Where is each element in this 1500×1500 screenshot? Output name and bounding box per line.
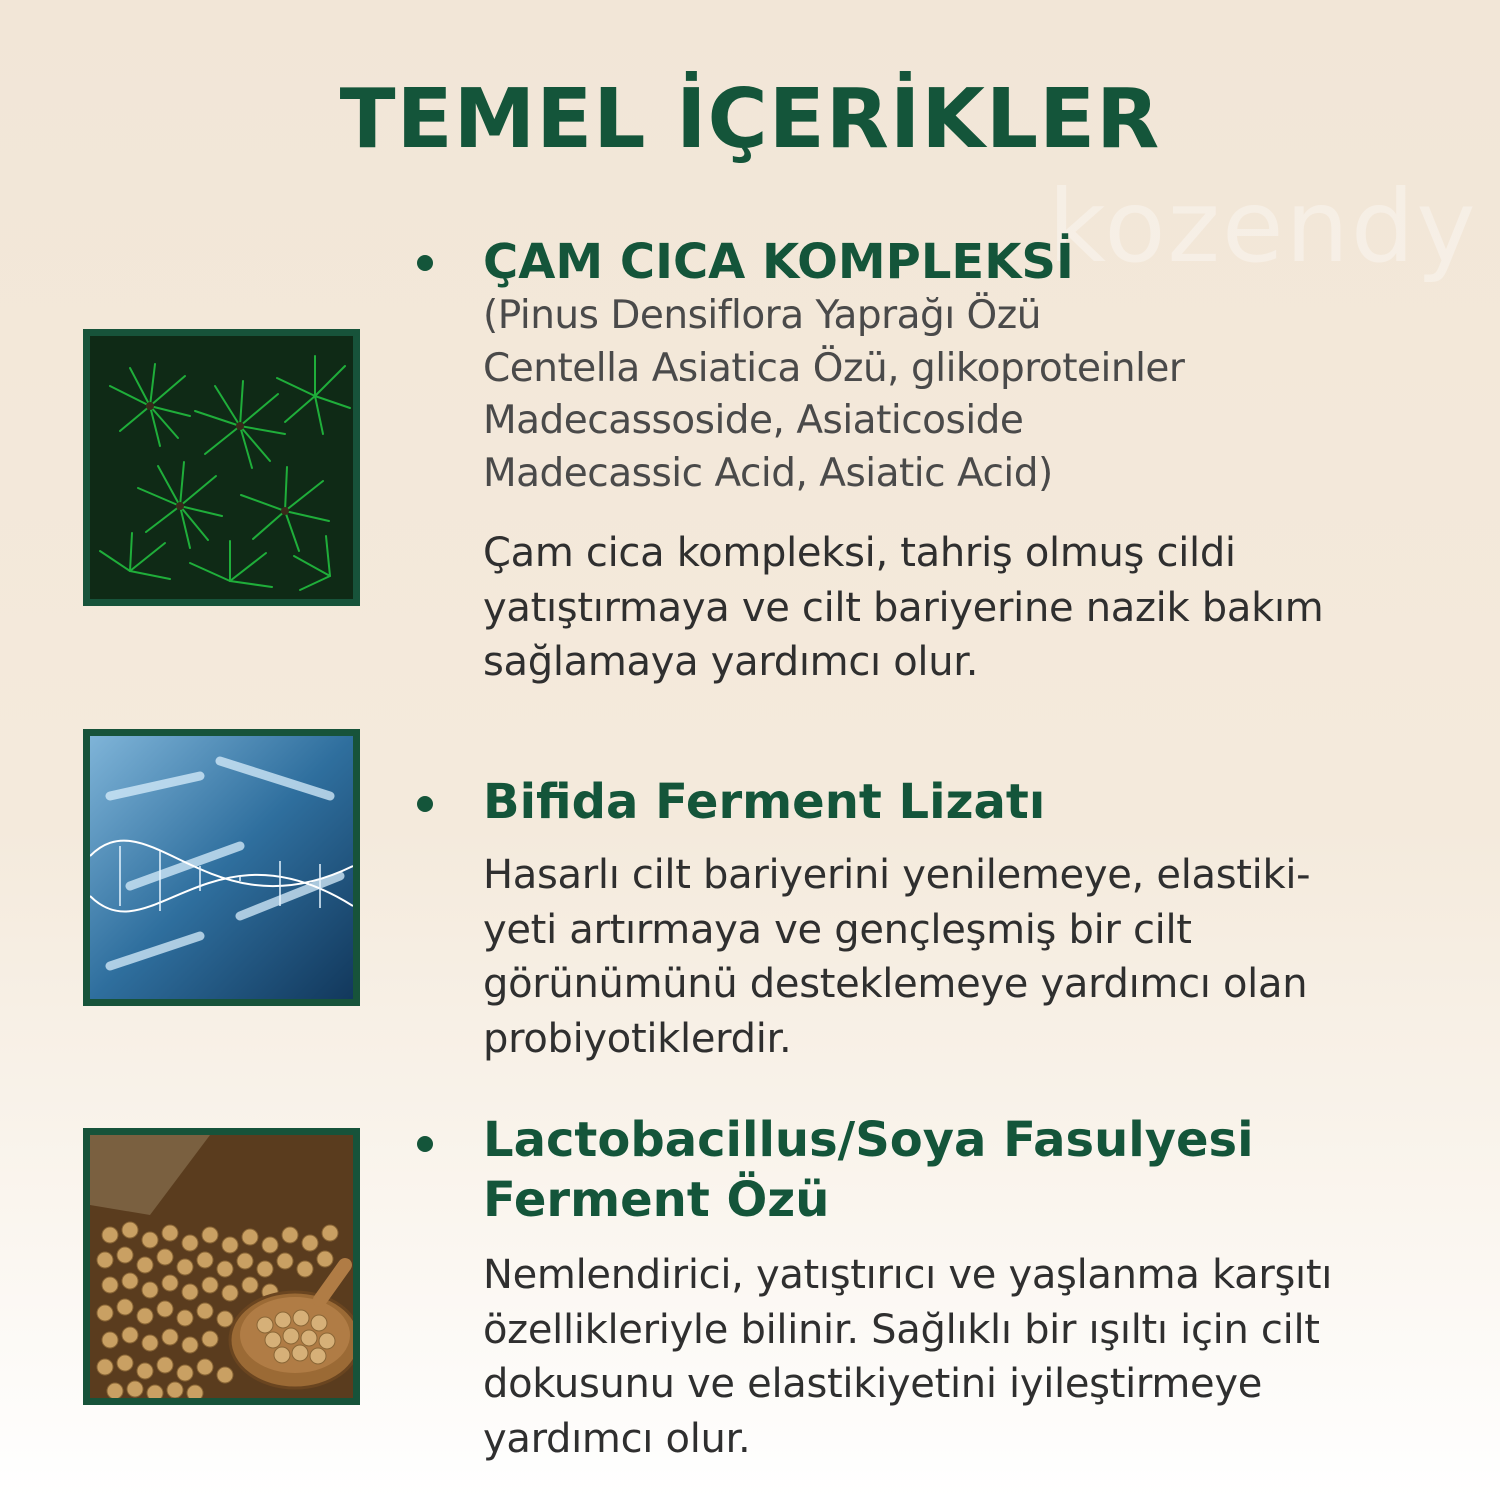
ingredient-description: Hasarlı cilt bariyerini yenilemeye, elastiki- yeti artırmaya ve gençleşmiş bir cilt görünümünü desteklemeye yardımcı olan probiyotiklerdir. (483, 852, 1311, 1062)
ingredient-description: Çam cica kompleksi, tahriş olmuş cildi yatıştırmaya ve cilt bariyerine nazik bakım sağlamaya yardımcı olur. (483, 530, 1324, 685)
ingredient-heading: ÇAM CICA KOMPLEKSİ (483, 234, 1074, 290)
bullet-icon (417, 796, 433, 812)
ingredient-description: Nemlendirici, yatıştırıcı ve yaşlanma karşıtı özellikleriyle bilinir. Sağlıklı bir ışıltı için cilt dokusunu ve elastikiyetini iyileştirmeye yardımcı olur. (483, 1252, 1333, 1462)
soybeans-photo (83, 1128, 360, 1405)
ingredient-heading: Lactobacillus/Soya Fasulyesi Ferment Özü (483, 1112, 1254, 1228)
ingredient-heading: Bifida Ferment Lizatı (483, 774, 1046, 830)
watermark-logo: kozendy (1048, 168, 1478, 285)
pine-needles-photo (83, 329, 360, 606)
probiotic-dna-photo (83, 729, 360, 1006)
bullet-icon (417, 255, 433, 271)
ingredient-scientific-names: (Pinus Densiflora Yaprağı Özü Centella Asiatica Özü, glikoproteinler Madecassoside, Asiaticoside Madecassic Acid, Asiatic Acid) (483, 293, 1185, 496)
bullet-icon (417, 1136, 433, 1152)
page-title: TEMEL İÇERİKLER (339, 72, 1161, 167)
